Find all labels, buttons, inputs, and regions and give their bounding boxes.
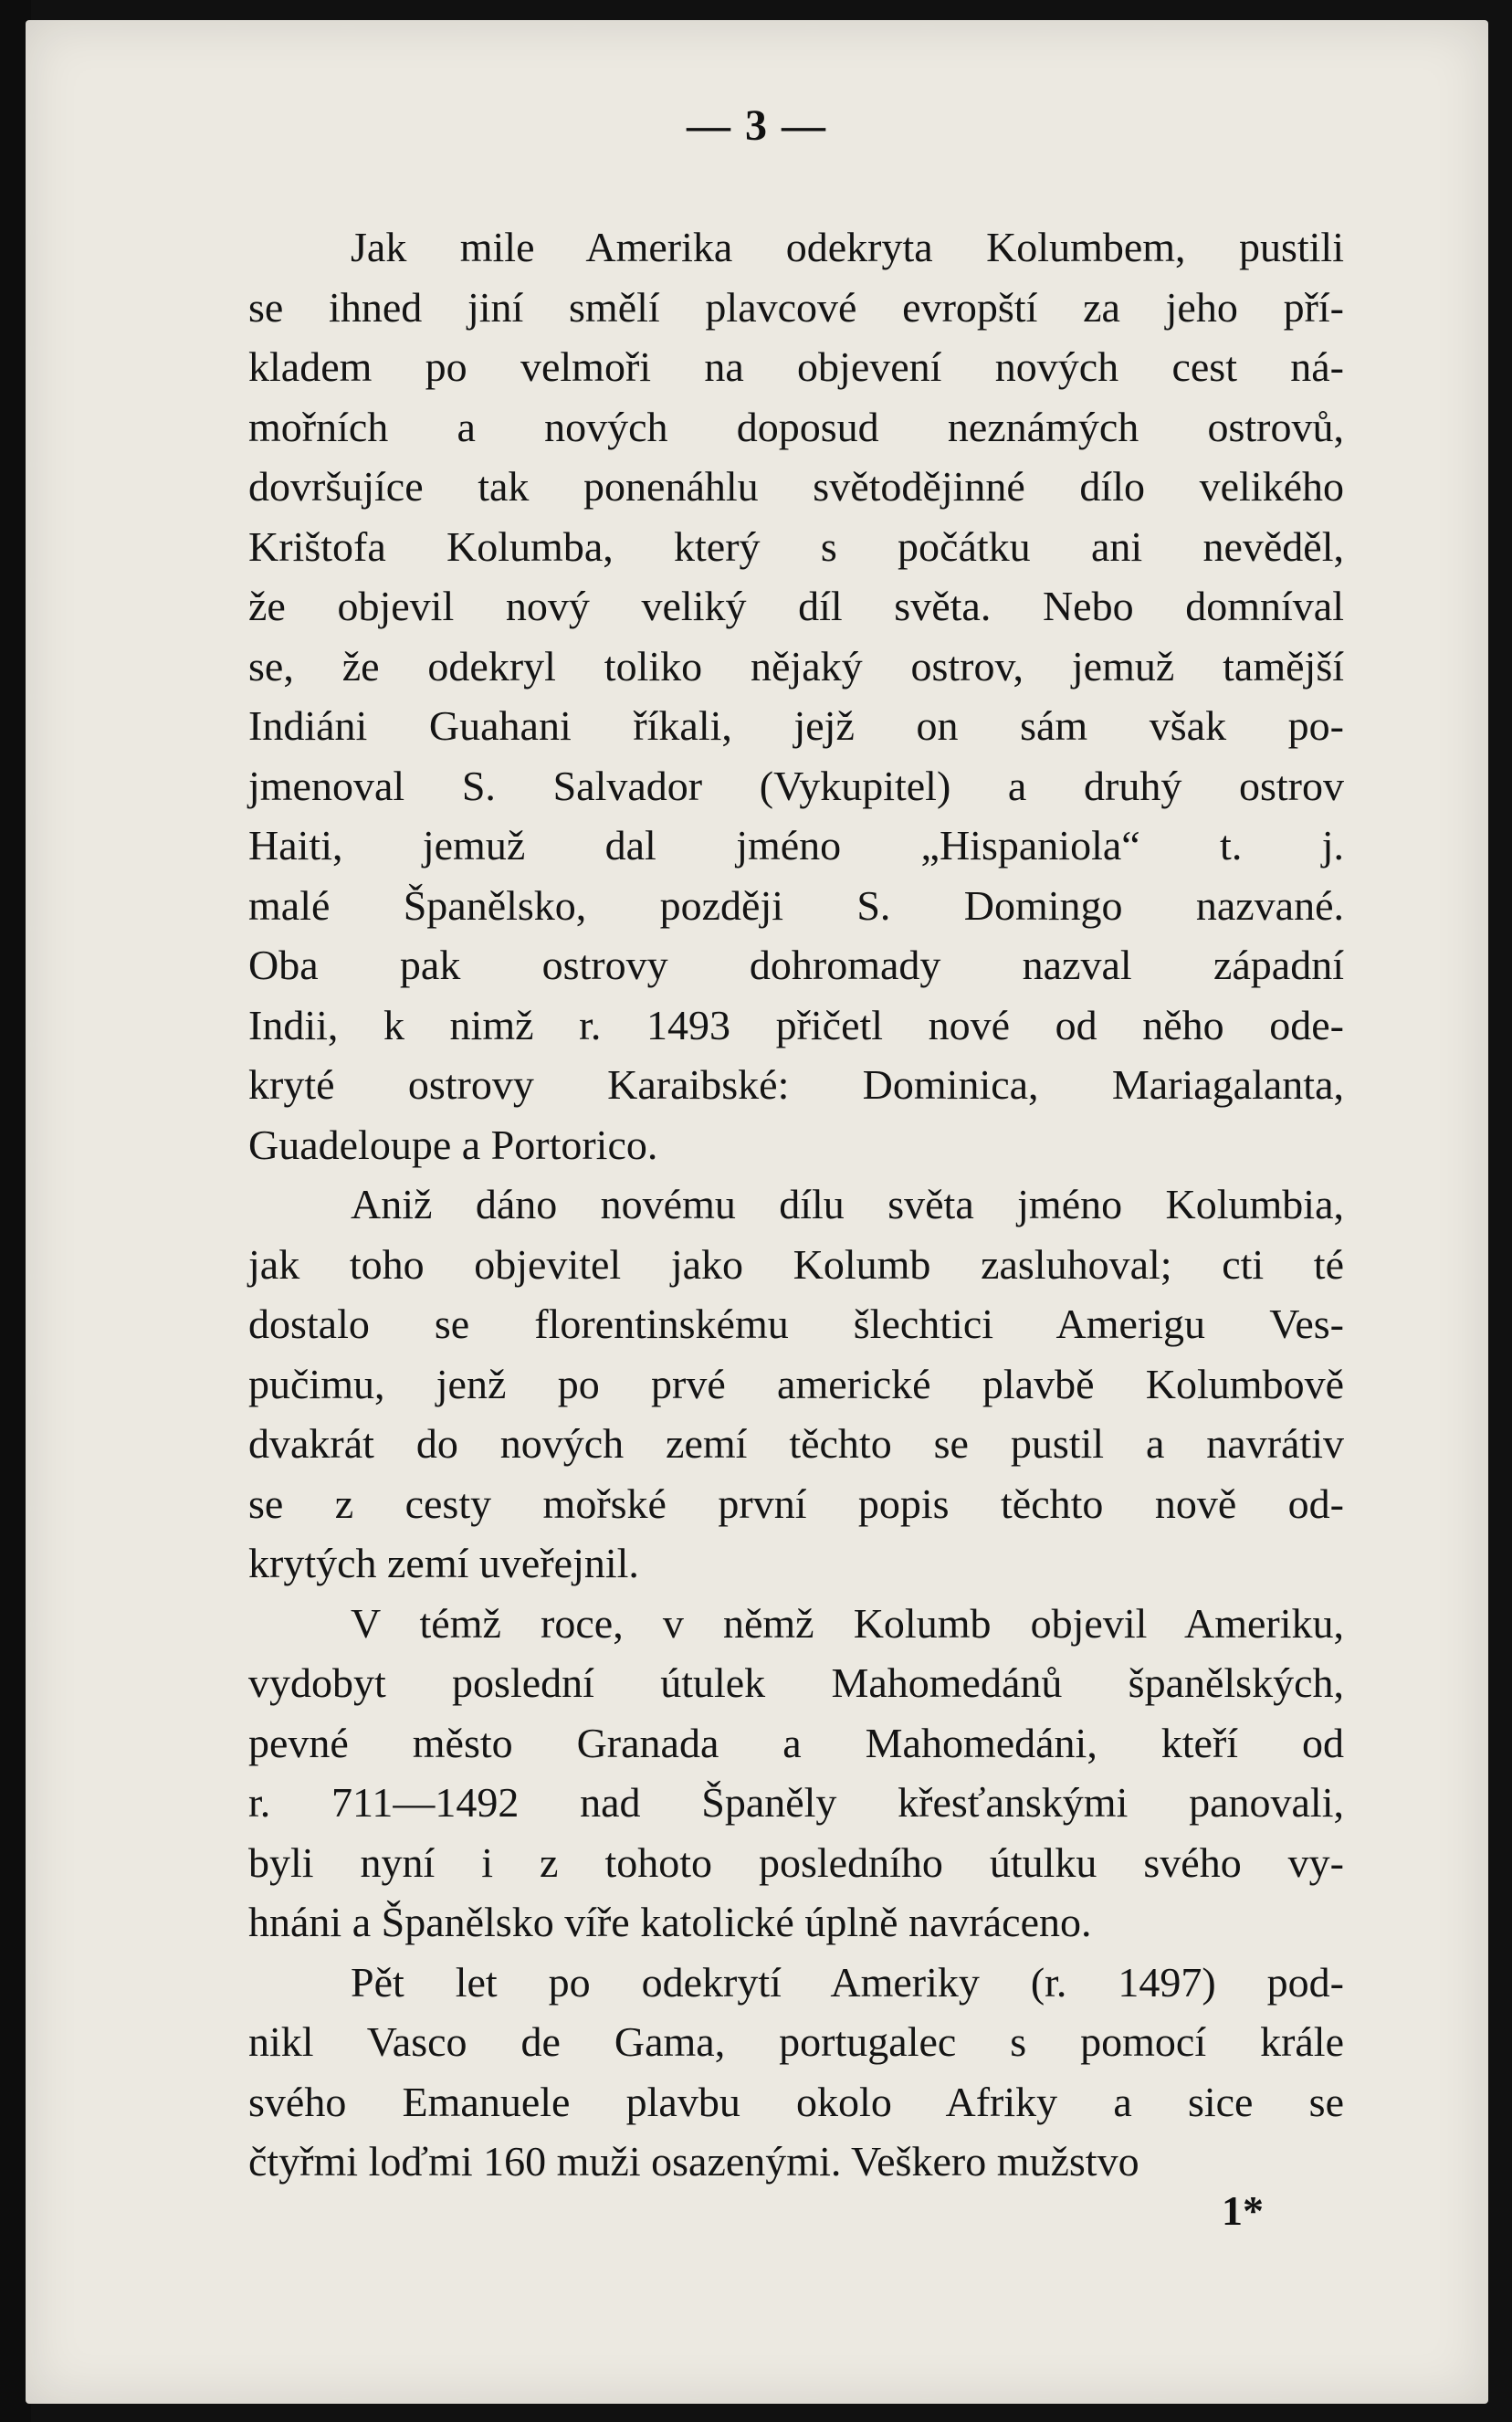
text-line: dostalo se florentinskému šlechtici Amerigu Ves- (248, 1301, 1344, 1347)
text-line: V témž roce, v němž Kolumb objevil Ameriku, (351, 1599, 1344, 1647)
text-line: mořních a nových doposud neznámých ostrovů, (248, 403, 1344, 450)
text-line: se ihned jiní smělí plavcové evropští za jeho pří- (248, 283, 1344, 331)
text-line: Indiáni Guahani říkali, jejž on sám však po- (248, 702, 1344, 749)
text-line: Guadeloupe a Portorico. (248, 1121, 658, 1168)
text-line: Oba pak ostrovy dohromady nazval západní (248, 942, 1344, 988)
text-line: Aniž dáno novému dílu světa jméno Kolumbia, (351, 1181, 1344, 1227)
text-line: jak toho objevitel jako Kolumb zasluhoval; cti té (248, 1240, 1344, 1288)
text-line: kryté ostrovy Karaibské: Dominica, Mariagalanta, (248, 1061, 1344, 1108)
text-line: Pět let po odekrytí Ameriky (r. 1497) pod- (351, 1958, 1344, 2006)
text-line: r. 711—1492 nad Španěly křesťanskými panovali, (248, 1779, 1344, 1826)
text-line: se z cesty mořské první popis těchto nově od- (248, 1480, 1344, 1527)
body-text (248, 217, 1344, 2192)
text-line: nikl Vasco de Gama, portugalec s pomocí krále (248, 2018, 1344, 2065)
text-line: vydobyt poslední útulek Mahomedánů španělských, (248, 1659, 1344, 1706)
text-line: pučimu, jenž po prvé americké plavbě Kolumbově (248, 1360, 1344, 1407)
text-line: že objevil nový veliký díl světa. Nebo domníval (248, 583, 1344, 629)
text-line: kladem po velmoři na objevení nových cest ná- (248, 343, 1344, 390)
text-line: jmenoval S. Salvador (Vykupitel) a druhý ostrov (248, 762, 1344, 809)
text-line: byli nyní i z tohoto posledního útulku svého vy- (248, 1838, 1344, 1886)
text-line: hnáni a Španělsko víře katolické úplně navráceno. (248, 1899, 1092, 1945)
paragraph (248, 217, 1344, 1174)
signature-mark: 1* (1222, 2187, 1264, 2234)
text-line: pevné město Granada a Mahomedáni, kteří od (248, 1719, 1344, 1766)
text-line: dovršujíce tak ponenáhlu světodějinné dílo velikého (248, 463, 1344, 510)
text-line: čtyřmi loďmi 160 muži osazenými. Veškero mužstvo (248, 2138, 1139, 2185)
text-line: Indii, k nimž r. 1493 přičetl nové od něho ode- (248, 1001, 1344, 1048)
book-page (26, 20, 1488, 2404)
text-line: dvakrát do nových zemí těchto se pustil a navrátiv (248, 1420, 1344, 1467)
text-line: Jak mile Amerika odekryta Kolumbem, pustili (351, 224, 1344, 270)
text-line: se, že odekryl toliko nějaký ostrov, jemuž tamější (248, 642, 1344, 690)
text-line: Krištofa Kolumba, který s počátku ani nevěděl, (248, 522, 1344, 570)
text-line: krytých zemí uveřejnil. (248, 1540, 639, 1586)
paragraph (248, 1174, 1344, 1594)
paragraph (248, 1953, 1344, 2192)
text-line: svého Emanuele plavbu okolo Afriky a sice se (248, 2078, 1344, 2125)
text-line: malé Španělsko, později S. Domingo nazvané. (248, 881, 1344, 929)
paragraph (248, 1594, 1344, 1953)
page-number: — 3 — (687, 101, 827, 150)
text-line: Haiti, jemuž dal jméno „Hispaniola“ t. j. (248, 822, 1344, 869)
